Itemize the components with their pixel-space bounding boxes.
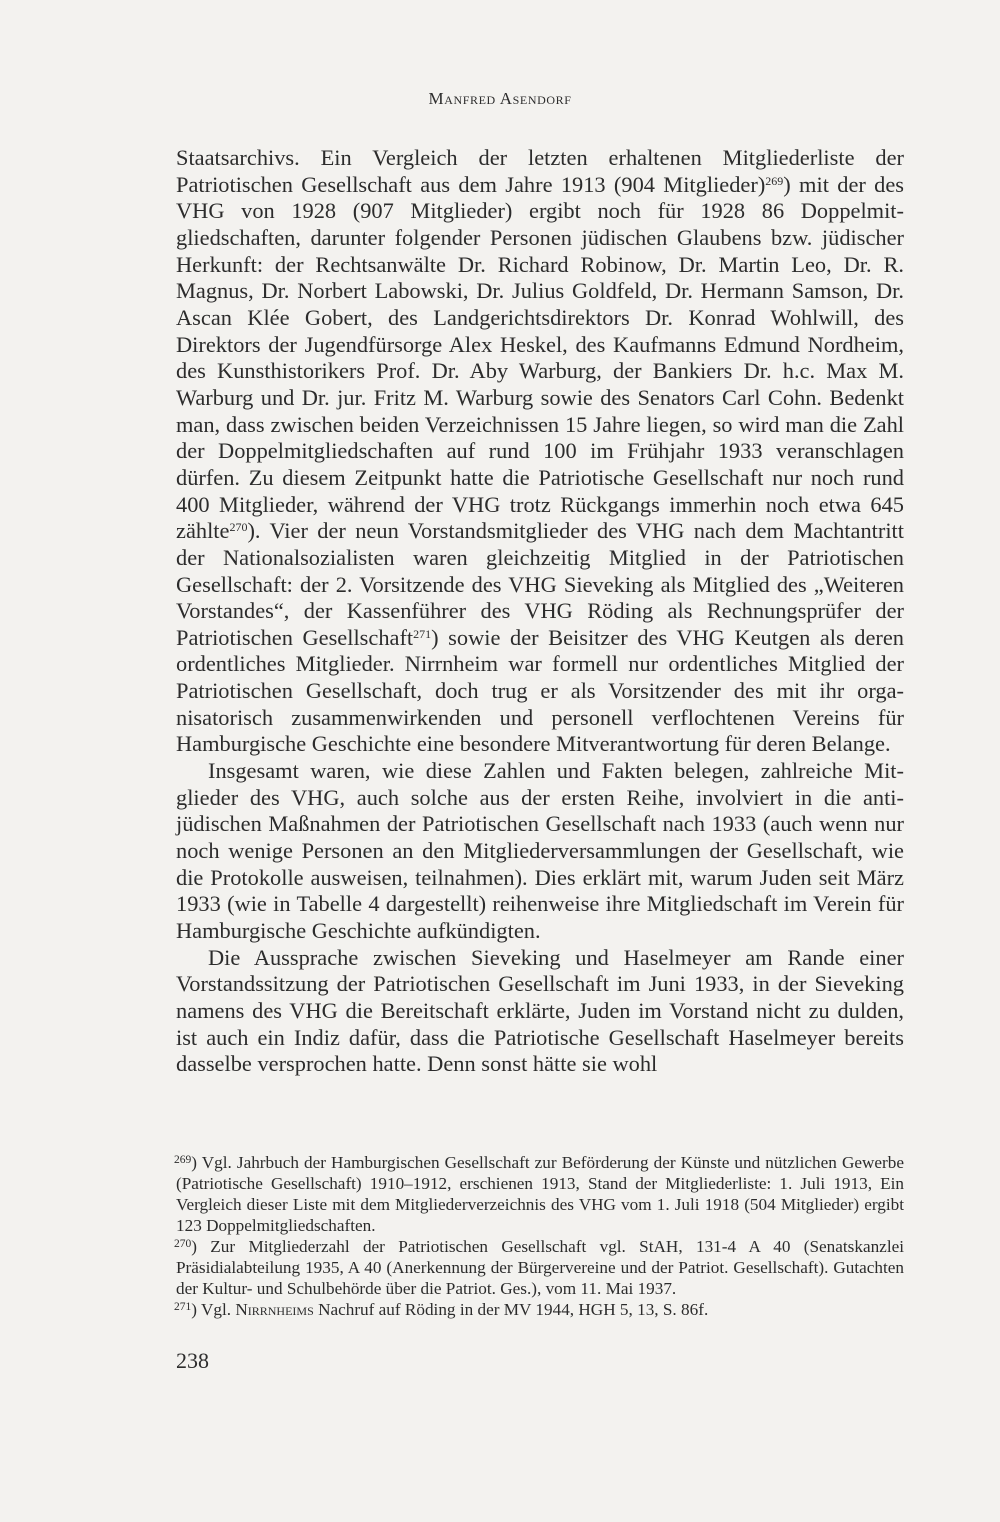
running-head: Manfred Asendorf — [428, 89, 572, 108]
footnote-number: 269 — [174, 1154, 192, 1166]
footnote-reference-269[interactable]: 269 — [765, 173, 784, 188]
author-name-smallcaps: Nirrnheims — [235, 1300, 314, 1319]
footnote-270 — [176, 1236, 904, 1299]
footnote-text: ) Zur Mitgliederzahl der Patriotischen Gesellschaft vgl. StAH, 131-4 A 40 (Senatskanzlei Präsidialabteilung 1935, A 40 (Anerkennung der Bürgervereine und der Patriot. Gesellschaft). Gutachten der Kultur- und Schulbehörde über die Patriot. Ges.), vom 11. Mai 1937. — [176, 1237, 904, 1298]
paragraph-3: Die Aussprache zwischen Sieveking und Haselmeyer am Rande einer Vorstandssitzung der Patriotischen Gesellschaft im Juni 1933, in der Sieveking namens des VHG die Bereitschaft erklärte, Juden im Vorstand nicht zu dulden, ist auch ein Indiz dafür, dass die Patriotische Gesellschaft Haselmeyer bereits dasselbe versprochen hatte. Denn sonst hätte sie wohl — [176, 944, 904, 1077]
page-number: 238 — [176, 1348, 209, 1373]
paragraph-text: Staatsarchivs. Ein Vergleich der letzten erhaltenen Mitgliederliste der Patriotischen Gesellschaft aus dem Jahre 1913 (904 Mitglieder) — [176, 145, 904, 197]
footnote-271 — [176, 1299, 904, 1320]
paragraph-text: ) mit der des VHG von 1928 (907 Mitglieder) ergibt noch für 1928 86 Doppelmitgliedschaften, darunter folgender Personen jüdischen Glaubens bzw. jüdischer Herkunft: der Rechtsanwälte Dr. Richard Robinow, Dr. Martin Leo, Dr. R. Magnus, Dr. Norbert Labowski, Dr. Julius Goldfeld, Dr. Hermann Samson, Dr. Ascan Klée Gobert, des Landgerichtsdirektors Dr. Konrad Wohlwill, des Direktors der Jugendfürsorge Alex Heskel, des Kaufmanns Edmund Nordheim, des Kunsthistorikers Prof. Dr. Aby Warburg, der Bankiers Dr. h.c. Max M. Warburg und Dr. jur. Fritz M. Warburg sowie des Senators Carl Cohn. Bedenkt man, dass zwischen beiden Verzeichnissen 15 Jahre liegen, so wird man die Zahl der Doppelmitgliedschaften auf rund 100 im Frühjahr 1933 veranschlagen dürfen. Zu diesem Zeitpunkt hatte die Patriotische Gesellschaft nur noch rund 400 Mitglieder, während der VHG trotz Rückgangs immerhin noch etwa 645 zählte — [176, 171, 905, 544]
footnote-text: Nachruf auf Röding in der MV 1944, HGH 5, 13, S. 86f. — [313, 1300, 709, 1319]
footnote-reference-270[interactable]: 270 — [229, 520, 248, 535]
footnote-number: 270 — [174, 1238, 192, 1250]
footnote-text: ) Vgl. Jahrbuch der Hamburgischen Gesellschaft zur Beförderung der Künste und nützlichen Gewerbe (Patriotische Gesellschaft) 1910–1912, erschienen 1913, Stand der Mitgliederliste: 1. Juli 1913, Ein Vergleich dieser Liste mit dem Mitgliederverzeichnis des VHG vom 1. Juli 1918 (504 Mitglieder) ergibt 123 Doppelmitgliedschaften. — [176, 1153, 904, 1235]
paragraph-2: Insgesamt waren, wie diese Zahlen und Fakten belegen, zahlreiche Mitglieder des VHG, auch solche aus der ersten Reihe, involviert in die antijüdischen Maßnahmen der Patriotischen Gesellschaft nach 1933 (auch wenn nur noch wenige Personen an den Mitgliederversammlungen der Gesellschaft, wie die Protokolle ausweisen, teilnahmen). Dies erklärt mit, warum Juden seit März 1933 (wie in Tabelle 4 dargestellt) reihenweise ihre Mitgliedschaft im Verein für Hamburgische Geschichte aufkündigten. — [176, 758, 904, 944]
footnote-269 — [176, 1152, 904, 1236]
footnotes — [176, 1152, 904, 1320]
paragraph-1 — [176, 145, 904, 758]
body-text — [176, 145, 904, 1078]
paragraph-text: ) sowie der Beisitzer des VHG Keutgen als deren ordentliches Mitglieder. Nirrnheim war formell nur ordentliches Mitglied der Patriotischen Gesellschaft, doch trug er als Vorsitzender des mit ihr organisatorisch zusammenwirkenden und personell verflochtenen Vereins für Hamburgische Geschichte eine besondere Mitverantwortung für deren Belange. — [176, 624, 905, 757]
footnote-number: 271 — [174, 1301, 192, 1313]
paragraph-text: ). Vier der neun Vorstandsmitglieder des VHG nach dem Machtantritt der Nationalsozialisten waren gleichzeitig Mitglied in der Patriotischen Gesellschaft: der 2. Vorsitzende des VHG Sieveking als Mitglied des „Weiteren Vorstandes“, der Kassenführer des VHG Röding als Rechnungsprüfer der Patriotischen Gesellschaft — [176, 518, 904, 650]
footnote-reference-271[interactable]: 271 — [413, 626, 432, 641]
footnote-text: ) Vgl. — [191, 1300, 236, 1319]
